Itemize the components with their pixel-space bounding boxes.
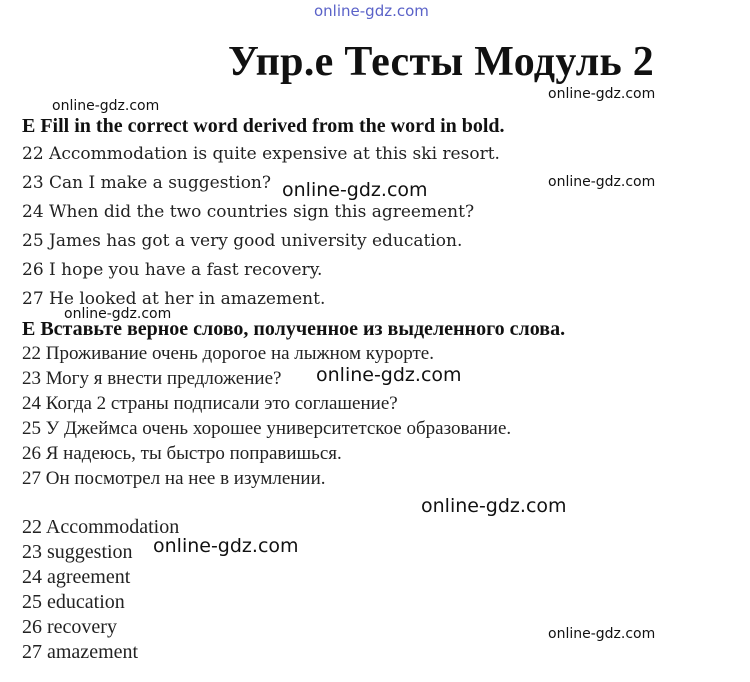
russian-sentence-24: 24 Когда 2 страны подписали это соглашение? — [22, 393, 398, 414]
english-sentence-27: 27 He looked at her in amazement. — [22, 289, 326, 309]
english-sentence-24: 24 When did the two countries sign this agreement? — [22, 202, 475, 222]
watermark: online-gdz.com — [548, 86, 656, 102]
english-task-heading: E Fill in the correct word derived from the word in bold. — [22, 115, 505, 137]
watermark: online-gdz.com — [52, 98, 160, 114]
watermark: online-gdz.com — [421, 495, 567, 517]
russian-sentence-25: 25 У Джеймса очень хорошее университетское образование. — [22, 418, 512, 439]
watermark: online-gdz.com — [548, 174, 656, 190]
watermark: online-gdz.com — [548, 626, 656, 642]
page-title: Упр.е Тесты Модуль 2 — [228, 39, 655, 85]
answer-25: 25 education — [22, 591, 125, 613]
answer-24: 24 agreement — [22, 566, 131, 588]
russian-sentence-23: 23 Могу я внести предложение? — [22, 368, 282, 389]
english-sentence-26: 26 I hope you have a fast recovery. — [22, 260, 323, 280]
english-sentence-25: 25 James has got a very good university education. — [22, 231, 463, 251]
russian-sentence-27: 27 Он посмотрел на нее в изумлении. — [22, 468, 326, 489]
watermark: online-gdz.com — [282, 179, 428, 201]
russian-sentence-26: 26 Я надеюсь, ты быстро поправишься. — [22, 443, 342, 464]
watermark: online-gdz.com — [316, 364, 462, 386]
answer-22: 22 Accommodation — [22, 516, 180, 538]
answer-27: 27 amazement — [22, 641, 139, 663]
answer-23: 23 suggestion — [22, 541, 133, 563]
english-sentence-22: 22 Accommodation is quite expensive at this ski resort. — [22, 144, 500, 164]
russian-task-heading: Е Вставьте верное слово, полученное из выделенного слова. — [22, 318, 566, 340]
english-sentence-23: 23 Can I make a suggestion? — [22, 173, 271, 193]
watermark-top: online-gdz.com — [314, 2, 429, 20]
watermark: online-gdz.com — [153, 535, 299, 557]
russian-sentence-22: 22 Проживание очень дорогое на лыжном курорте. — [22, 343, 434, 364]
watermark: online-gdz.com — [64, 306, 172, 322]
answer-26: 26 recovery — [22, 616, 117, 638]
